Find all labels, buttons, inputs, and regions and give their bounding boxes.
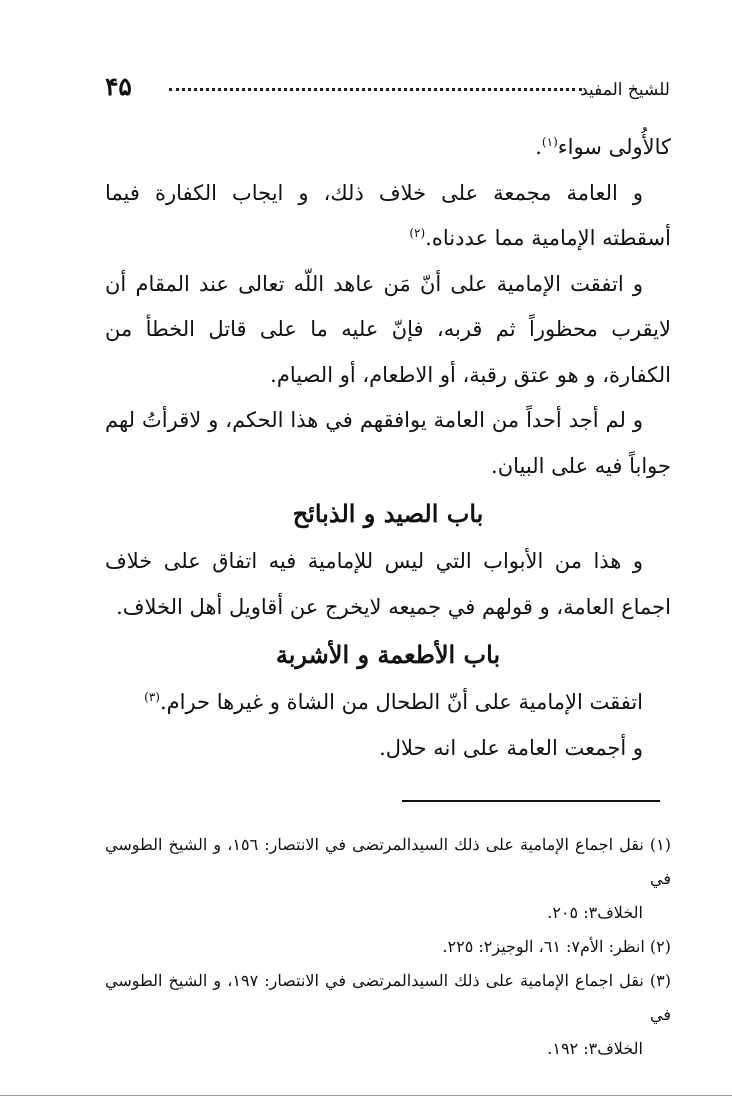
- scan-bottom-edge: [0, 1095, 732, 1096]
- running-header: [105, 70, 670, 110]
- paragraph-2: و العامة مجمعة على خلاف ذلك، و ايجاب الكفارة فيما أسقطته الإمامية مما عددناه.$^{(٢)}$: [105, 180, 671, 250]
- header-title: للشيخ المفيد: [580, 80, 670, 100]
- footnote-1-continuation: الخلاف٣: ٢٠٥.: [547, 903, 643, 922]
- paragraph-7: و أجمعت العامة على انه حلال.: [379, 735, 643, 760]
- header-dotted-leader: [169, 88, 582, 91]
- footnote-1: (١) نقل اجماع الإمامية على ذلك السيدالمرتضى في الانتصار: ١٥٦، و الشيخ الطوسي في: [105, 835, 671, 888]
- footnote-ref-3[interactable]: (٣): [144, 690, 160, 704]
- paragraph-5: و هذا من الأبواب التي ليس للإمامية فيه اتفاق على خلاف اجماع العامة، و قولهم في جميعه لايخرج عن أقاويل أهل الخلاف.: [105, 549, 671, 619]
- section-heading-hunting: باب الصيد و الذبائح: [292, 499, 484, 528]
- footnote-ref-2[interactable]: (٢): [409, 226, 426, 240]
- paragraph-1: كالأُولى سواء$^{(١)}$.: [535, 135, 671, 159]
- footnote-2: (٢) انظر: الأم٧: ٦١، الوجيز٢: ٢٢٥.: [442, 937, 671, 956]
- page-number: ۴۵: [105, 72, 132, 101]
- footnote-3-continuation: الخلاف٣: ١٩٢.: [547, 1039, 643, 1058]
- footnote-ref-1[interactable]: (١): [541, 135, 558, 149]
- section-heading-food-drink: باب الأطعمة و الأشربة: [275, 640, 501, 669]
- footnote-3: (٣) نقل اجماع الإمامية على ذلك السيدالمرتضى في الانتصار: ١٩٧، و الشيخ الطوسي في: [105, 971, 671, 1024]
- footnote-separator: [402, 800, 660, 802]
- paragraph-6: اتفقت الإمامية على أنّ الطحال من الشاة و غيرها حرام.$^{(٣)}$: [144, 690, 643, 714]
- main-text: [105, 125, 671, 771]
- paragraph-4: و لم أجد أحداً من العامة يوافقهم في هذا الحكم، و لاقرأتُ لهم جواباً فيه على البيان.: [105, 408, 671, 478]
- footnotes: [105, 828, 671, 1066]
- paragraph-3: و اتفقت الإمامية على أنّ مَن عاهد اللّه تعالى عند المقام أن لايقرب محظوراً ثم قربه، فإنّ عليه ما على قاتل الخطأ من الكفارة، و هو عتق رقبة، أو الاطعام، أو الصيام.: [105, 271, 671, 387]
